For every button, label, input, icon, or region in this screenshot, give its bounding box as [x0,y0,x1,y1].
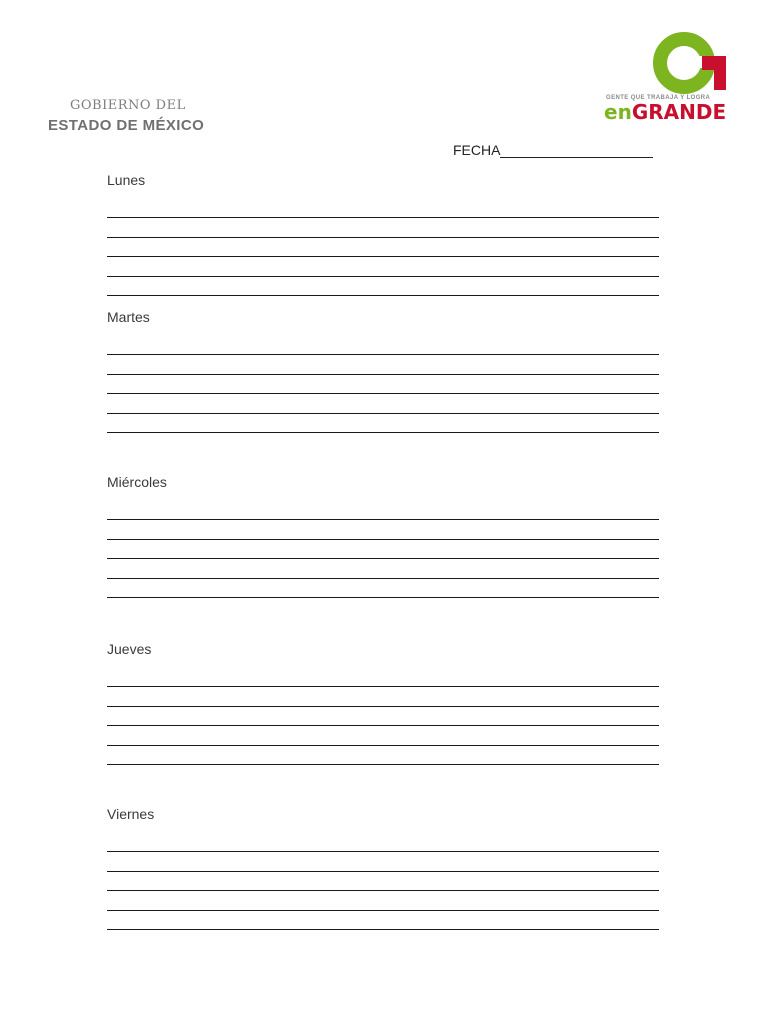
fecha-blank-line [500,142,653,158]
gov-logo-line2: ESTADO DE MÉXICO [48,117,205,134]
brand-name-grande: GRANDE [631,100,727,124]
writing-line [107,929,659,930]
day-title-0: Lunes [107,172,146,188]
writing-line [107,413,659,414]
fecha-field [453,142,653,158]
gobierno-estado-mexico-logo [48,98,218,139]
fecha-label: FECHA [453,142,501,158]
writing-line [107,295,659,296]
brand-name-en: en [604,100,632,124]
writing-line [107,558,659,559]
writing-line [107,256,659,257]
writing-line [107,764,659,765]
writing-line [107,871,659,872]
day-title-1: Martes [107,309,150,325]
writing-line [107,745,659,746]
writing-line [107,725,659,726]
day-title-3: Jueves [107,641,152,657]
writing-line [107,539,659,540]
writing-line [107,276,659,277]
writing-line [107,374,659,375]
writing-line [107,686,659,687]
writing-line [107,237,659,238]
brand-tagline: GENTE QUE TRABAJA Y LOGRA [606,95,711,101]
engrande-g-icon [650,30,728,96]
day-title-2: Miércoles [107,474,167,490]
writing-line [107,910,659,911]
engrande-logo [604,30,734,126]
brand-name [604,100,726,124]
writing-line [107,578,659,579]
writing-line [107,706,659,707]
writing-line [107,217,659,218]
writing-line [107,354,659,355]
writing-line [107,597,659,598]
gov-logo-line1: GOBIERNO DEL [70,98,186,113]
writing-line [107,393,659,394]
writing-line [107,432,659,433]
writing-line [107,519,659,520]
writing-line [107,851,659,852]
day-title-4: Viernes [107,806,155,822]
writing-line [107,890,659,891]
